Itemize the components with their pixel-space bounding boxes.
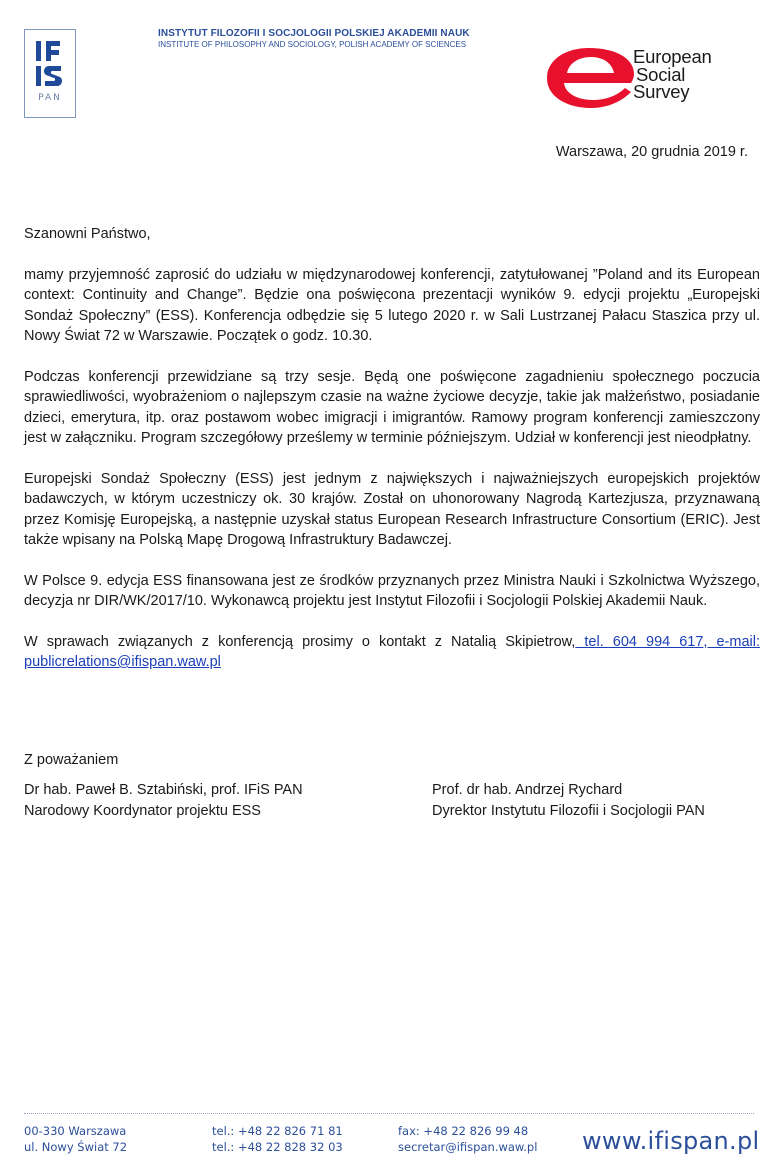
ifis-logo-mark-icon [33,39,67,89]
letter-body [24,224,760,693]
footer-tel1: tel.: +48 22 826 71 81 [212,1124,343,1138]
footer-phones [212,1124,343,1155]
salutation: Szanowni Państwo, [24,226,151,242]
footer-fax: fax: +48 22 826 99 48 [398,1124,529,1138]
footer-fax-email [398,1124,537,1155]
ifis-logo-label: PAN [38,93,62,103]
contact-link[interactable]: tel. 604 994 617, e-mail: publicrelations@ifispan.waw.pl [24,633,761,670]
footer-email: secretar@ifispan.waw.pl [398,1139,538,1154]
paragraph-invitation: mamy przyjemność zaprosić do udziału w międzynarodowej konferencji, zatytułowanej ”Poland and its European context: Continuity and Change”. Będzie ona poświęcona prezentacji wyników 9. edycji projektu „Europejski Sondaż Społeczny” (ESS). Konferencja odbędzie się 5 lutego 2020 r. w Sali Lustrzanej Pałacu Staszica przy ul. Nowy Świat 72 w Warszawie. Początek o godz. 10.30. [24,266,760,344]
letter-date: Warszawa, 20 grudnia 2019 r. [555,144,748,160]
ess-logo-line3: Survey [633,81,690,102]
footer-tel2: tel.: +48 22 828 32 03 [212,1139,343,1154]
ess-logo-text [633,48,712,101]
institute-name-en: INSTITUTE OF PHILOSOPHY AND SOCIOLOGY, POLISH ACADEMY OF SCIENCES [158,40,467,49]
footer-address-line2: ul. Nowy Świat 72 [24,1139,128,1154]
paragraph-funding: W Polsce 9. edycja ESS finansowana jest ze środków przyznanych przez Ministra Nauki i Szkolnictwa Wyższego, decyzja nr DIR/WK/2017/10. Wykonawcą projektu jest Instytut Filozofii i Socjologii Polskiej Akademii Nauk. [24,572,760,609]
footer-website: www.ifispan.pl [582,1127,760,1155]
paragraph-sessions: Podczas konferencji przewidziane są trzy sesje. Będą one poświęcone zagadnieniu społecznego poczucia sprawiedliwości, wyobrażeniom o najlepszym czasie na ważne życiowe decyzje, takie jak małżeństwo, posiadanie dzieci, emerytura, itp. oraz postawom wobec imigracji i imigrantów. Ramowy program konferencji zamieszczony jest w załączniku. Program szczegółowy prześlemy w terminie późniejszym. Udział w konferencji jest nieodpłatny. [24,368,760,446]
contact-text: W sprawach związanych z konferencją prosimy o kontakt z Natalią Skipietrow, [24,633,576,650]
signature-right [432,780,705,821]
signature-right-name: Prof. dr hab. Andrzej Rychard [432,782,623,798]
signature-left-name: Dr hab. Paweł B. Sztabiński, prof. IFiS PAN [24,782,303,798]
ess-logo [545,46,745,110]
ess-logo-line1: European [633,46,712,67]
ess-logo-line2: Social [636,63,686,85]
ess-logo-swoosh-icon [545,46,635,110]
footer-address-line1: 00-330 Warszawa [24,1124,127,1138]
footer-address [24,1124,127,1155]
paragraph-ess-about: Europejski Sondaż Społeczny (ESS) jest jednym z największych i najważniejszych europejskich projektów badawczych, w którym uczestniczy ok. 30 krajów. Został on uhonorowany Nagrodą Kartezjusza, przyznawaną przez Komisję Europejską, a następnie uzyskał status European Research Infrastructure Consortium (ERIC). Jest także wpisany na Polską Mapę Drogową Infrastruktury Badawczej. [24,470,760,548]
signature-left-role: Narodowy Koordynator projektu ESS [24,802,261,819]
closing: Z poważaniem [24,752,119,768]
footer-divider [24,1113,754,1114]
signature-right-role: Dyrektor Instytutu Filozofii i Socjologii PAN [432,802,705,819]
institute-name [158,28,470,50]
signature-left [24,780,303,821]
paragraph-contact [24,632,760,673]
institute-name-pl: INSTYTUT FILOZOFII I SOCJOLOGII POLSKIEJ AKADEMII NAUK [158,28,470,39]
ifis-logo [24,29,76,118]
